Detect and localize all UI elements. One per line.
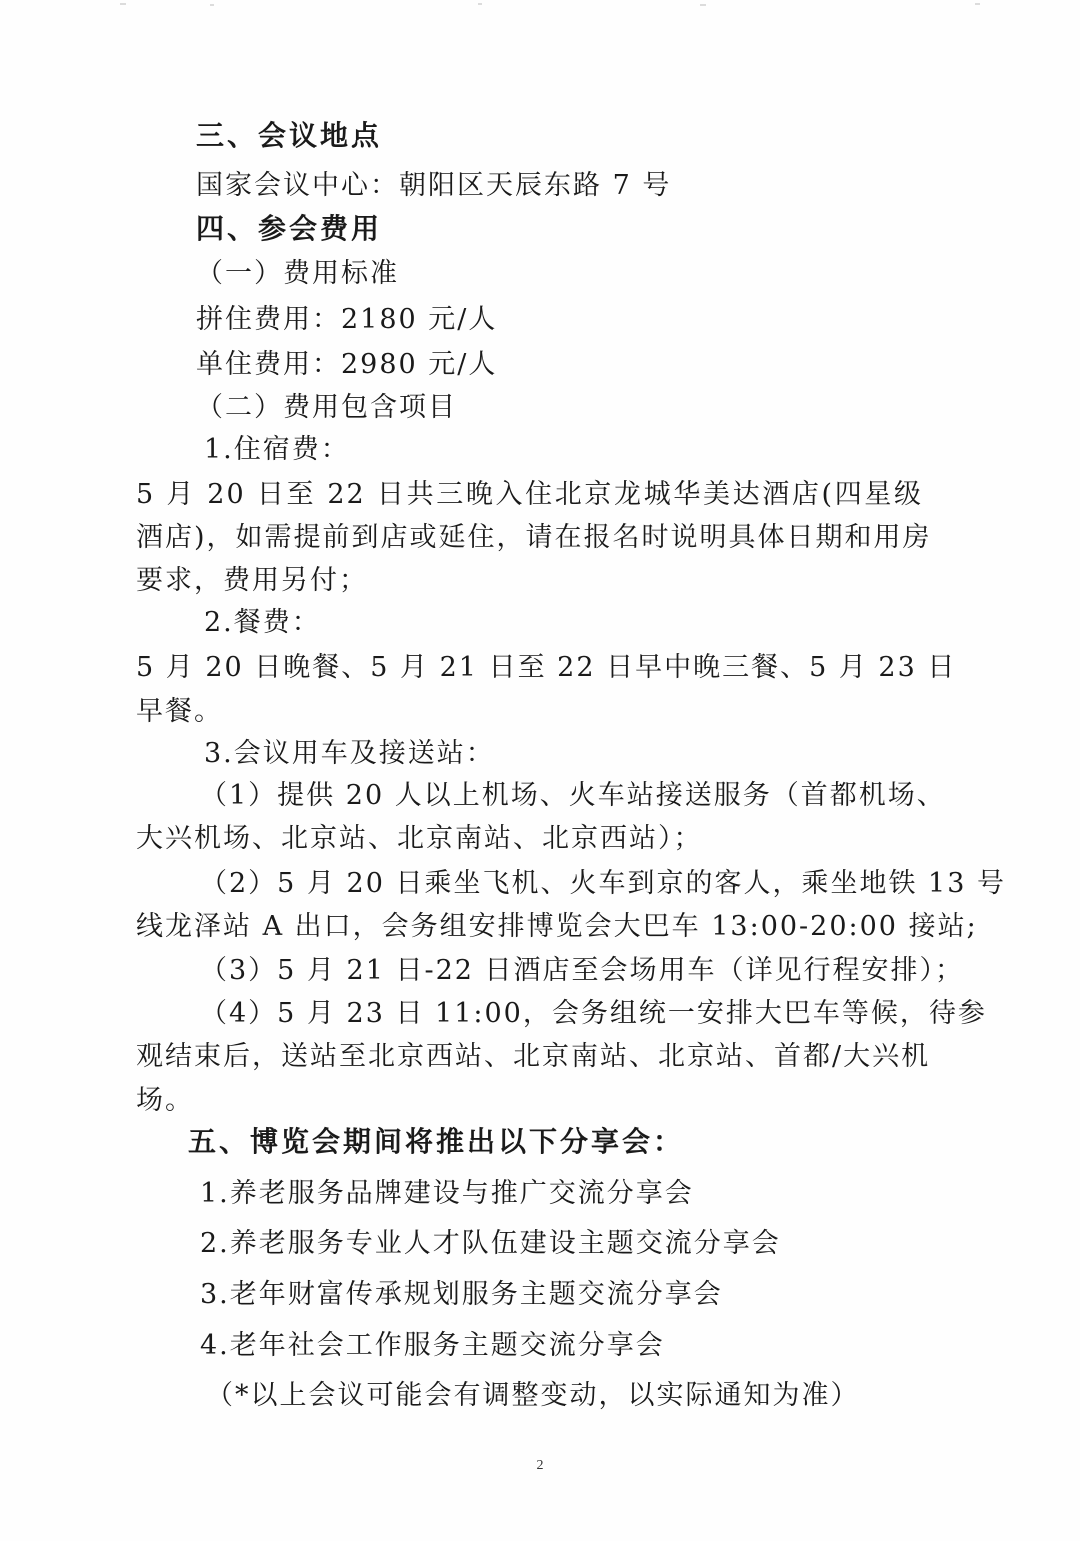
meals-text-line: 早餐。: [136, 696, 223, 727]
accommodation-title: 1.住宿费：: [204, 434, 350, 465]
forum-item: 1.养老服务品牌建设与推广交流分享会: [200, 1178, 694, 1209]
venue-address: 国家会议中心：朝阳区天辰东路 7 号: [196, 170, 672, 201]
meals-title: 2.餐费：: [204, 607, 321, 638]
section4-heading: 四、参会费用: [196, 212, 383, 245]
forum-item: 2.养老服务专业人才队伍建设主题交流分享会: [200, 1228, 781, 1259]
transport-text-line: （3）5 月 21 日-22 日酒店至会场用车（详见行程安排）；: [200, 955, 965, 986]
transport-text-line: 观结束后，送站至北京西站、北京南站、北京站、首都/大兴机: [136, 1041, 931, 1072]
adjustment-note: （*以上会议可能会有调整变动，以实际通知为准）: [206, 1380, 860, 1411]
section5-heading: 五、博览会期间将推出以下分享会：: [188, 1125, 685, 1158]
transport-text-line: 场。: [136, 1085, 194, 1116]
page-number: 2: [536, 1458, 544, 1473]
transport-title: 3.会议用车及接送站：: [204, 738, 495, 769]
scan-edge-marks: [0, 0, 1080, 10]
shared-room-fee: 拼住费用：2180 元/人: [196, 304, 498, 335]
transport-text-line: 线龙泽站 A 出口，会务组安排博览会大巴车 13:00-20:00 接站;: [136, 911, 978, 942]
forum-item: 3.老年财富传承规划服务主题交流分享会: [200, 1279, 723, 1310]
fee-includes-title: （二）费用包含项目: [196, 392, 457, 423]
accommodation-text-line: 要求，费用另付；: [136, 565, 368, 596]
transport-text-line: （2）5 月 20 日乘坐飞机、火车到京的客人，乘坐地铁 13 号: [200, 868, 1006, 899]
section3-heading: 三、会议地点: [196, 119, 383, 152]
fee-standard-title: （一）费用标准: [196, 258, 399, 289]
transport-text-line: （4）5 月 23 日 11:00，会务组统一安排大巴车等候，待参: [200, 998, 987, 1029]
meals-text-line: 5 月 20 日晚餐、5 月 21 日至 22 日早中晚三餐、5 月 23 日: [136, 652, 957, 683]
forum-item: 4.老年社会工作服务主题交流分享会: [200, 1330, 665, 1361]
single-room-fee: 单住费用：2980 元/人: [196, 349, 498, 380]
accommodation-text-line: 5 月 20 日至 22 日共三晚入住北京龙城华美达酒店(四星级: [136, 479, 923, 510]
accommodation-text-line: 酒店)，如需提前到店或延住，请在报名时说明具体日期和用房: [136, 522, 932, 553]
transport-text-line: 大兴机场、北京站、北京南站、北京西站）；: [136, 823, 703, 854]
transport-text-line: （1）提供 20 人以上机场、火车站接送服务（首都机场、: [200, 780, 946, 811]
